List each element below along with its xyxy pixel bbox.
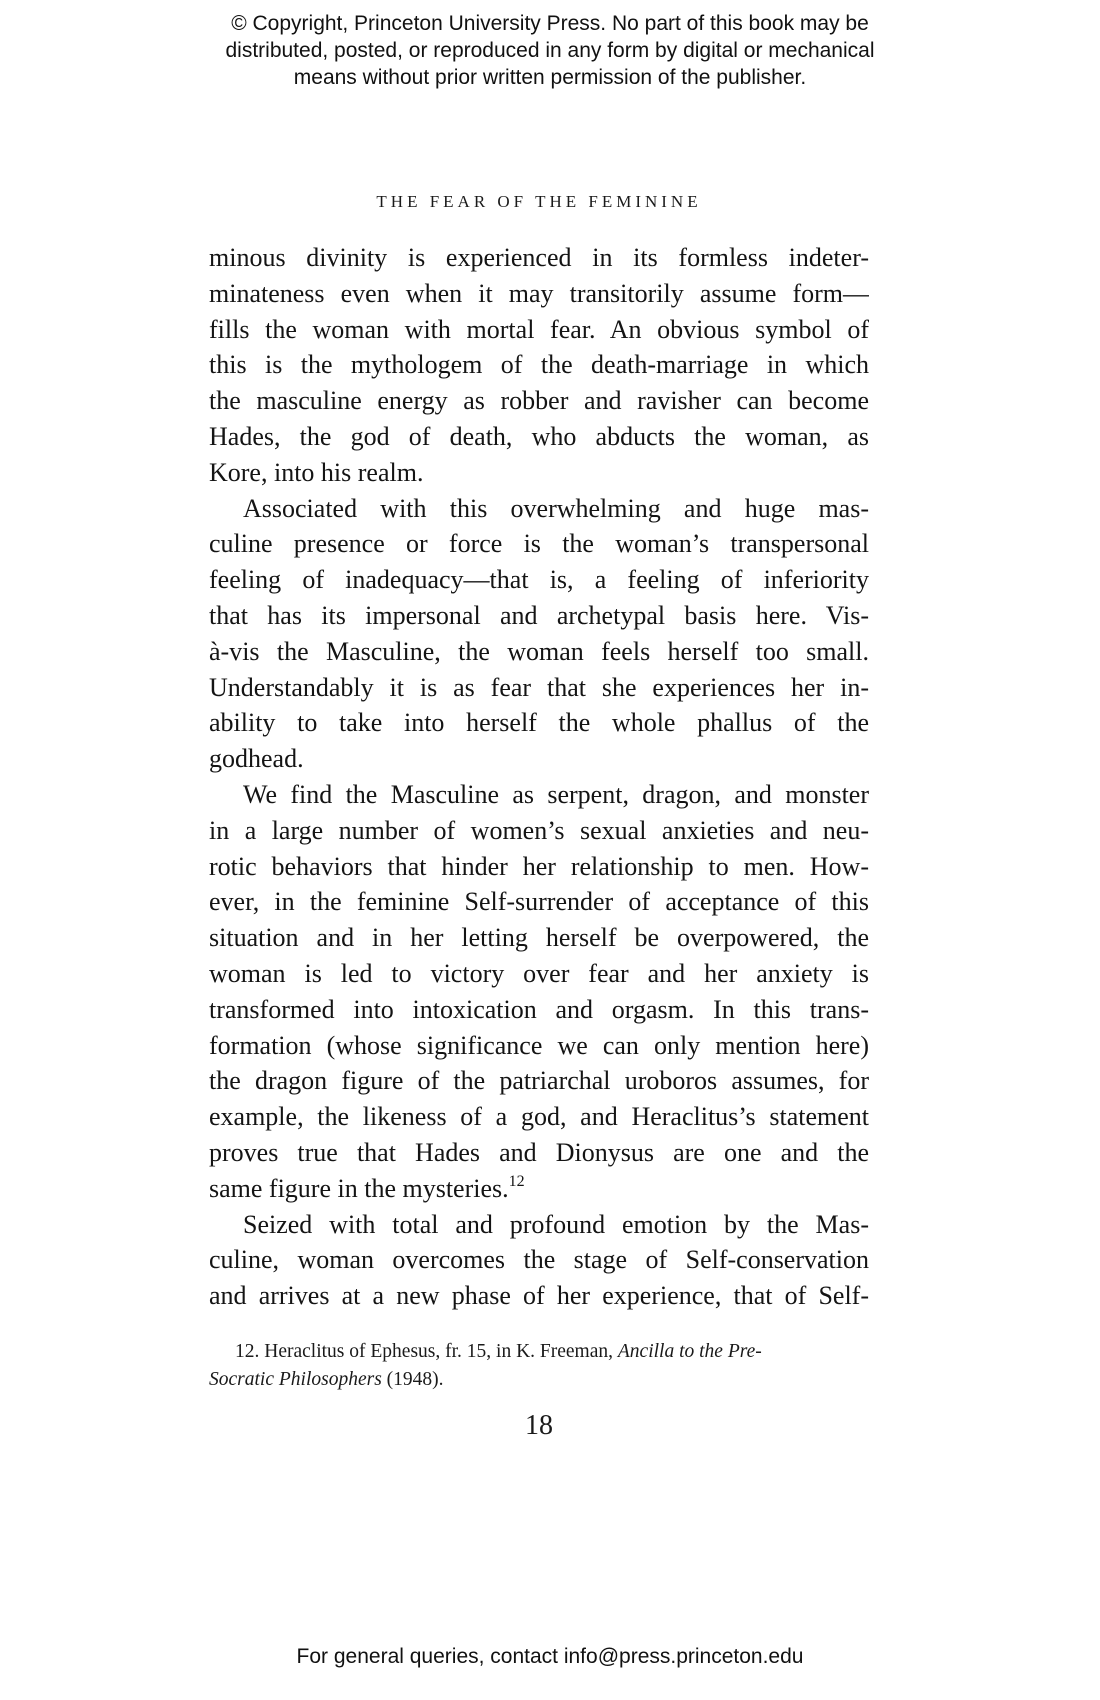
text-line: situation and in her letting herself be overpowered, the bbox=[209, 923, 869, 953]
text-line: proves true that Hades and Dionysus are one and the bbox=[209, 1137, 869, 1167]
text-line: Seized with total and profound emotion by the Mas- bbox=[243, 1209, 869, 1239]
text-line: fills the woman with mortal fear. An obvious symbol of bbox=[209, 314, 869, 344]
footnote bbox=[209, 1338, 869, 1394]
body-text bbox=[209, 240, 869, 1314]
text-line: à-vis the Masculine, the woman feels herself too small. bbox=[209, 636, 869, 666]
text-line: and arrives at a new phase of her experience, that of Self- bbox=[209, 1281, 869, 1311]
footnote-title: Socratic Philosophers bbox=[209, 1369, 382, 1390]
text-line: ever, in the feminine Self-surrender of acceptance of this bbox=[209, 887, 869, 917]
footnote-line bbox=[209, 1338, 869, 1366]
text-line: example, the likeness of a god, and Heraclitus’s statement bbox=[209, 1102, 869, 1132]
text-line: this is the mythologem of the death-marriage in which bbox=[209, 350, 869, 380]
footnote-year: (1948). bbox=[381, 1369, 444, 1390]
footnote-line bbox=[209, 1366, 869, 1394]
text-line: culine presence or force is the woman’s transpersonal bbox=[209, 529, 869, 559]
running-head: THE FEAR OF THE FEMININE bbox=[376, 192, 702, 211]
text-line: Kore, into his realm. bbox=[209, 457, 424, 487]
footnote-citation: 12. Heraclitus of Ephesus, fr. 15, in K. Freeman, bbox=[235, 1341, 618, 1362]
text-line: Hades, the god of death, who abducts the woman, as bbox=[209, 421, 869, 451]
text-line: transformed into intoxication and orgasm. In this trans- bbox=[209, 994, 869, 1024]
copyright-line: distributed, posted, or reproduced in any form by digital or mechanical bbox=[225, 39, 875, 62]
text-line: ability to take into herself the whole phallus of the bbox=[209, 708, 869, 738]
text-line: We find the Masculine as serpent, dragon, and monster bbox=[243, 779, 869, 809]
footnote-title: Ancilla to the Pre- bbox=[617, 1341, 762, 1362]
text-line: in a large number of women’s sexual anxieties and neu- bbox=[209, 815, 869, 845]
text-line: minateness even when it may transitorily assume form— bbox=[209, 278, 869, 308]
copyright-line: means without prior written permission of the publisher. bbox=[293, 66, 807, 89]
text-line: that has its impersonal and archetypal basis here. Vis- bbox=[209, 600, 869, 630]
text-line: minous divinity is experienced in its formless indeter- bbox=[209, 243, 869, 272]
text-line: rotic behaviors that hinder her relationship to men. How- bbox=[209, 851, 869, 881]
footer-contact: For general queries, contact info@press.princeton.edu bbox=[296, 1645, 804, 1668]
text-line: culine, woman overcomes the stage of Self-conservation bbox=[209, 1245, 869, 1275]
text-line: godhead. bbox=[209, 744, 304, 774]
text-line: feeling of inadequacy—that is, a feeling of inferiority bbox=[209, 565, 869, 595]
text-line: Understandably it is as fear that she experiences her in- bbox=[209, 672, 869, 702]
text-line: formation (whose significance we can only mention here) bbox=[209, 1030, 869, 1060]
text-line: same figure in the mysteries. bbox=[209, 1173, 509, 1203]
copyright-notice bbox=[0, 10, 1100, 91]
text-line-with-footnote bbox=[209, 1171, 869, 1207]
text-line: woman is led to victory over fear and her anxiety is bbox=[209, 958, 869, 988]
page-number: 18 bbox=[525, 1410, 553, 1441]
text-line: the dragon figure of the patriarchal uroboros assumes, for bbox=[209, 1066, 869, 1096]
copyright-line: © Copyright, Princeton University Press. No part of this book may be bbox=[231, 12, 869, 35]
text-line: the masculine energy as robber and ravisher can become bbox=[209, 386, 869, 416]
text-line: Associated with this overwhelming and huge mas- bbox=[243, 493, 869, 523]
footnote-reference: 12 bbox=[508, 1172, 525, 1190]
